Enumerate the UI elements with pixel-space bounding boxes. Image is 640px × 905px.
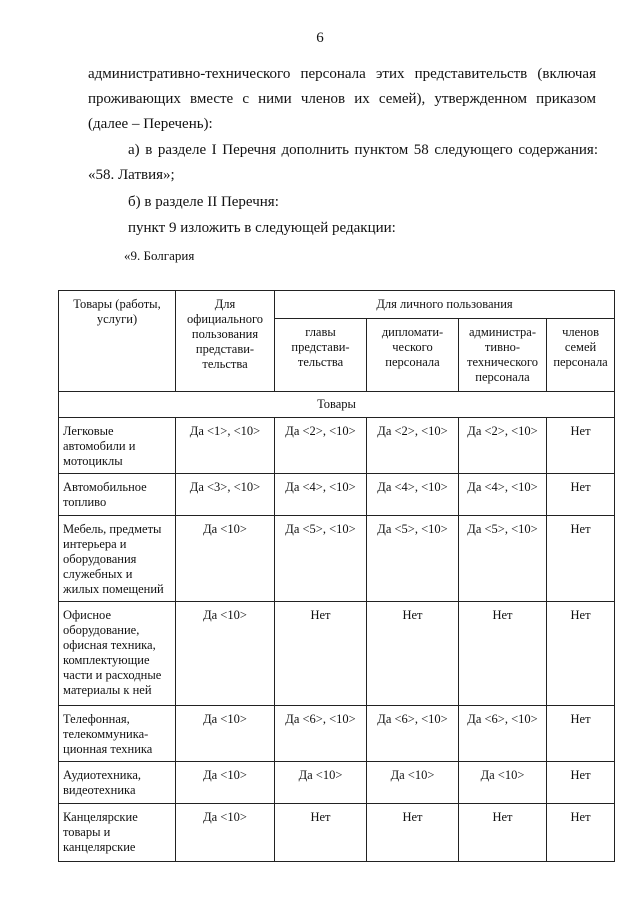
item-b: б) в разделе II Перечня: bbox=[128, 194, 279, 210]
body-line-3: (далее – Перечень): bbox=[88, 116, 213, 132]
cell-heads: Да <2>, <10> bbox=[275, 418, 367, 474]
table-row bbox=[59, 474, 615, 516]
cell-admin: Нет bbox=[459, 804, 547, 862]
row-name: Офисное оборудование, офисная техника, комплектующие части и расходные материалы к ней bbox=[59, 602, 176, 706]
table-row bbox=[59, 418, 615, 474]
cell-admin: Да <5>, <10> bbox=[459, 516, 547, 602]
cell-heads: Да <6>, <10> bbox=[275, 706, 367, 762]
cell-diplomatic: Да <5>, <10> bbox=[367, 516, 459, 602]
cell-admin: Да <2>, <10> bbox=[459, 418, 547, 474]
header-families: членов семей персонала bbox=[547, 319, 615, 392]
cell-diplomatic: Да <10> bbox=[367, 762, 459, 804]
cell-families: Нет bbox=[547, 762, 615, 804]
cell-official: Да <3>, <10> bbox=[176, 474, 275, 516]
cell-diplomatic: Да <6>, <10> bbox=[367, 706, 459, 762]
cell-families: Нет bbox=[547, 804, 615, 862]
item-b-sub: пункт 9 изложить в следующей редакции: bbox=[128, 220, 396, 236]
header-diplomatic: дипломати-ческого персонала bbox=[367, 319, 459, 392]
body-line-1: административно-технического персонала этих представительств (включая bbox=[88, 66, 596, 82]
cell-families: Нет bbox=[547, 602, 615, 706]
cell-official: Да <10> bbox=[176, 762, 275, 804]
row-name: Телефонная, телекоммуника-ционная техника bbox=[59, 706, 176, 762]
cell-diplomatic: Да <2>, <10> bbox=[367, 418, 459, 474]
cell-heads: Нет bbox=[275, 804, 367, 862]
header-personal: Для личного пользования bbox=[275, 291, 615, 319]
section-goods: Товары bbox=[59, 392, 615, 418]
row-name: Аудиотехника, видеотехника bbox=[59, 762, 176, 804]
cell-official: Да <10> bbox=[176, 516, 275, 602]
row-name: Автомобильное топливо bbox=[59, 474, 176, 516]
cell-admin: Да <4>, <10> bbox=[459, 474, 547, 516]
row-name: Мебель, предметы интерьера и оборудования служебных и жилых помещений bbox=[59, 516, 176, 602]
cell-official: Да <1>, <10> bbox=[176, 418, 275, 474]
table-row bbox=[59, 762, 615, 804]
cell-families: Нет bbox=[547, 418, 615, 474]
header-official: Для официального пользования представи-тельства bbox=[176, 291, 275, 392]
cell-admin: Да <6>, <10> bbox=[459, 706, 547, 762]
cell-official: Да <10> bbox=[176, 602, 275, 706]
cell-heads: Да <5>, <10> bbox=[275, 516, 367, 602]
cell-families: Нет bbox=[547, 516, 615, 602]
header-admin: администра-тивно-технического персонала bbox=[459, 319, 547, 392]
cell-diplomatic: Нет bbox=[367, 804, 459, 862]
cell-families: Нет bbox=[547, 706, 615, 762]
table-row bbox=[59, 706, 615, 762]
cell-official: Да <10> bbox=[176, 804, 275, 862]
item-a-line-2: «58. Латвия»; bbox=[88, 167, 175, 183]
row-name: Легковые автомобили и мотоциклы bbox=[59, 418, 176, 474]
cell-diplomatic: Нет bbox=[367, 602, 459, 706]
header-goods: Товары (работы, услуги) bbox=[59, 291, 176, 392]
goods-table-container bbox=[58, 290, 614, 862]
table-row bbox=[59, 602, 615, 706]
cell-heads: Да <10> bbox=[275, 762, 367, 804]
cell-admin: Нет bbox=[459, 602, 547, 706]
header-heads: главы представи-тельства bbox=[275, 319, 367, 392]
cell-diplomatic: Да <4>, <10> bbox=[367, 474, 459, 516]
body-line-2: проживающих вместе с ними членов их семей), утвержденном приказом bbox=[88, 91, 596, 107]
row-name: Канцелярские товары и канцелярские bbox=[59, 804, 176, 862]
table-row bbox=[59, 516, 615, 602]
table-row bbox=[59, 804, 615, 862]
cell-families: Нет bbox=[547, 474, 615, 516]
goods-table bbox=[58, 290, 615, 862]
cell-admin: Да <10> bbox=[459, 762, 547, 804]
cell-heads: Нет bbox=[275, 602, 367, 706]
cell-heads: Да <4>, <10> bbox=[275, 474, 367, 516]
section-heading: «9. Болгария bbox=[124, 248, 195, 263]
cell-official: Да <10> bbox=[176, 706, 275, 762]
item-a-line-1: а) в разделе I Перечня дополнить пунктом 58 следующего содержания: bbox=[128, 142, 598, 158]
page-number: 6 bbox=[316, 30, 324, 46]
